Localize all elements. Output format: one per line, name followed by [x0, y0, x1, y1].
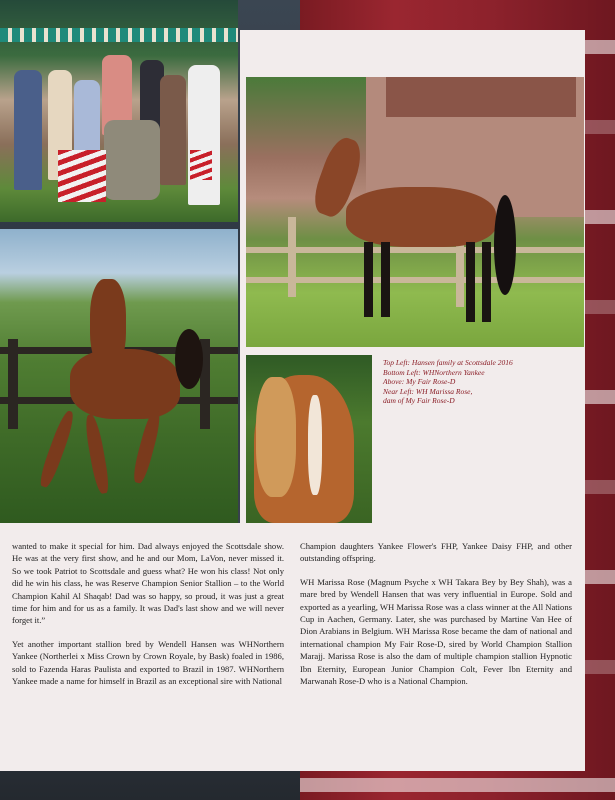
paragraph: wanted to make it special for him. Dad always enjoyed the Scottsdale show. He was at the very first show, and he and our Mom, LaVon, never missed it. So we took Patriot to Scottsdale and guess what? He won his class! Not only did he win his class, he was Reserve Champion Senior Stallion – to the World Champion Kahil Al Shaqab! Dad was so happy, so proud, it was just a great time for him and for us as a family. It was Dad's last show and we will never forget it.” [12, 541, 284, 626]
flag-stripe [585, 660, 615, 674]
fence-post [8, 339, 18, 429]
person [14, 70, 42, 190]
horse-leg [83, 413, 111, 494]
horse-tail [494, 195, 516, 295]
running-horse-photo [0, 229, 238, 523]
person [188, 65, 220, 205]
caption-line: Bottom Left: WHNorthern Yankee [383, 367, 485, 377]
horse-headshot-photo [246, 355, 372, 523]
flag-stripe [585, 480, 615, 494]
article-column-right [300, 540, 572, 698]
person [160, 75, 186, 185]
standing-horse-photo [246, 77, 584, 347]
flag-stripe [300, 778, 615, 792]
flag-stripe [585, 570, 615, 584]
flag [58, 150, 106, 202]
caption-line: dam of My Fair Rose-D [383, 396, 455, 405]
seated-man [104, 120, 160, 200]
flag-stripe [585, 210, 615, 224]
fence-rail [246, 247, 584, 253]
paragraph: Champion daughters Yankee Flower's FHP, Yankee Daisy FHP, and other outstanding offspring. [300, 541, 572, 564]
horse-tail [175, 329, 203, 389]
caption-line: Above: My Fair Rose-D [383, 377, 456, 386]
fence-post [288, 217, 296, 297]
caption-line: Near Left: WH Marissa Rose, [383, 386, 473, 396]
fence-rail [246, 277, 584, 283]
fence-post [456, 237, 464, 307]
striped-awning [0, 28, 238, 42]
article-column-left [12, 540, 284, 698]
paragraph: WH Marissa Rose (Magnum Psyche x WH Takara Bey by Bey Shah), was a mare bred by Wendell Hansen that was very influential in Europe. Sold and exported as a yearling, WH Marissa Rose was a class winner at the All Nations Cup in Aachen, Germany. Later, she was purchased by Martine Van Hee of Dion Arabians in Belgium. WH Marissa Rose became the dam of national and international champion My Fair Rose-D, sired by World Champion Stallion Marajj. Marissa Rose is also the dam of multiple champion stallion Hypnotic Ibn Eternity, European Junior Champion Colt, Fever Ibn Eternity and Marwanah Rose-D who is a National Champion. [300, 576, 572, 687]
horse-body [346, 187, 496, 247]
horse-leg [364, 242, 373, 317]
photo-captions [383, 358, 563, 406]
horse-mane [256, 377, 296, 497]
flag [190, 150, 212, 180]
house-roof [386, 77, 576, 117]
horse-leg [381, 242, 390, 317]
flag-stripe [585, 390, 615, 404]
family-photo [0, 0, 238, 222]
flag-stripe [585, 300, 615, 314]
flag-stripe [585, 40, 615, 54]
horse-body [70, 349, 180, 419]
paragraph: Yet another important stallion bred by Wendell Hansen was WHNorthern Yankee (Northerlei x Miss Crown by Crown Royale, by Bask) foaled in 1986, sold to Fazenda Haras Paulista and exported to Brazil in 1987. WHNorthern Yankee made a name for himself in Brazil as an exceptional sire with National [12, 638, 284, 687]
flag-stripe [585, 120, 615, 134]
horse-leg [482, 242, 491, 322]
horse-blaze [308, 395, 322, 495]
horse-leg [466, 242, 475, 322]
caption-line: Top Left: Hansen family at Scottsdale 2016 [383, 358, 513, 367]
horse-leg [131, 408, 164, 484]
horse-neck [90, 279, 126, 369]
horse-leg [37, 409, 78, 489]
